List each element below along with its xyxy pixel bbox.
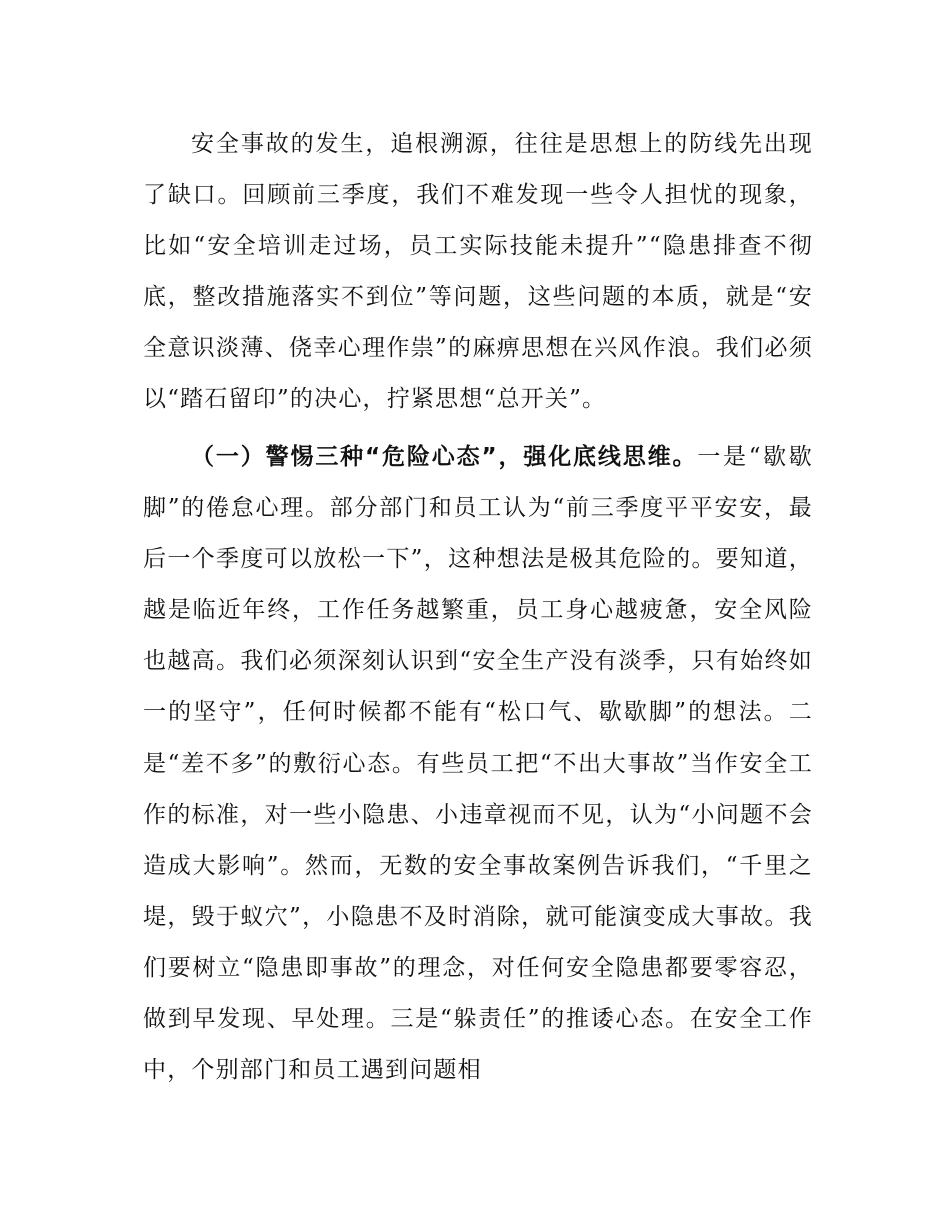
body-paragraph-2 [143, 432, 813, 1096]
body-paragraph-1: 安全事故的发生，追根溯源，往往是思想上的防线先出现了缺口。回顾前三季度，我们不难发现一些令人担忧的现象，比如“安全培训走过场，员工实际技能未提升”“隐患排查不彻底，整改措施落实不到位”等问题，这些问题的本质，就是“安全意识淡薄、侥幸心理作祟”的麻痹思想在兴风作浪。我们必须以“踏石留印”的决心，拧紧思想“总开关”。 [143, 131, 813, 413]
section-body-text: 一是“歇歇脚”的倦怠心理。部分部门和员工认为“前三季度平平安安，最后一个季度可以放松一下”，这种想法是极其危险的。要知道，越是临近年终，工作任务越繁重，员工身心越疲惫，安全风险也越高。我们必须深刻认识到“安全生产没有淡季，只有始终如一的坚守”，任何时候都不能有“松口气、歇歇脚”的想法。二是“差不多”的敷衍心态。有些员工把“不出大事故”当作安全工作的标准，对一些小隐患、小违章视而不见，认为“小问题不会造成大影响”。然而，无数的安全事故案例告诉我们，“千里之堤，毁于蚁穴”，小隐患不及时消除，就可能演变成大事故。我们要树立“隐患即事故”的理念，对任何安全隐患都要零容忍，做到早发现、早处理。三是“躲责任”的推诿心态。在安全工作中，个别部门和员工遇到问题相 [143, 444, 813, 1084]
section-heading: （一）警惕三种“危险心态”，强化底线思维。 [191, 444, 698, 470]
